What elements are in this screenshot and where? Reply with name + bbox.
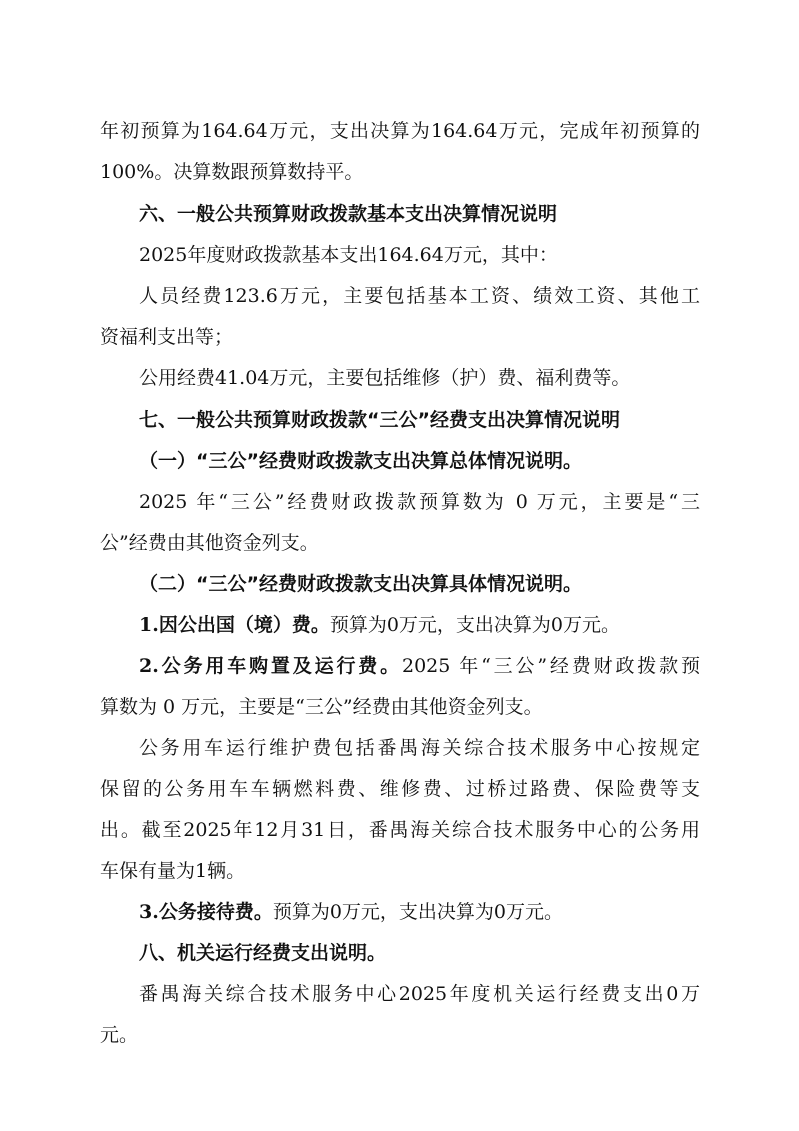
body-text-line: 保留的公务用车车辆燃料费、维修费、过桥过路费、保险费等支 bbox=[100, 778, 700, 800]
item-text: 预算为0万元，支出决算为0万元。 bbox=[272, 901, 564, 923]
subsection-heading: （一）“三公”经费财政拨款支出决算总体情况说明。 bbox=[139, 450, 582, 472]
item-text: 预算为0万元，支出决算为0万元。 bbox=[329, 614, 621, 636]
subsection-heading: （二）“三公”经费财政拨款支出决算具体情况说明。 bbox=[139, 573, 582, 595]
body-text-line: 100%。决算数跟预算数持平。 bbox=[100, 161, 364, 183]
body-text-line: 公务用车运行维护费包括番禺海关综合技术服务中心按规定 bbox=[139, 737, 700, 759]
item-line bbox=[139, 653, 700, 679]
body-text-line: 番禺海关综合技术服务中心2025年度机关运行经费支出0万 bbox=[139, 983, 700, 1005]
body-text-line: 公用经费41.04万元，主要包括维修（护）费、福利费等。 bbox=[139, 367, 631, 389]
body-text-line: 元。 bbox=[100, 1024, 139, 1046]
body-text-line: 年初预算为164.64万元，支出决算为164.64万元，完成年初预算的 bbox=[100, 120, 700, 142]
body-text-line: 资福利支出等； bbox=[100, 326, 234, 348]
item-text: 2025 年“三公”经费财政拨款预 bbox=[402, 655, 700, 677]
item-line bbox=[139, 899, 700, 925]
body-text-line: 2025 年“三公”经费财政拨款预算数为 0 万元，主要是“三 bbox=[139, 491, 700, 513]
body-text-line: 车保有量为1辆。 bbox=[100, 860, 246, 882]
section-heading: 六、一般公共预算财政拨款基本支出决算情况说明 bbox=[139, 203, 558, 225]
body-text-line: 公”经费由其他资金列支。 bbox=[100, 532, 319, 554]
section-heading: 八、机关运行经费支出说明。 bbox=[139, 942, 387, 964]
body-text-line: 人员经费123.6万元，主要包括基本工资、绩效工资、其他工 bbox=[139, 285, 700, 307]
body-text-line: 算数为 0 万元，主要是“三公”经费由其他资金列支。 bbox=[100, 696, 543, 718]
body-text-line: 出。截至2025年12月31日，番禺海关综合技术服务中心的公务用 bbox=[100, 819, 700, 841]
body-text-line: 2025年度财政拨款基本支出164.64万元，其中： bbox=[139, 244, 558, 266]
item-lead: 2.公务用车购置及运行费。 bbox=[139, 655, 402, 677]
item-lead: 1.因公出国（境）费。 bbox=[139, 614, 330, 636]
item-lead: 3.公务接待费。 bbox=[139, 901, 273, 923]
item-line bbox=[139, 612, 700, 638]
section-heading: 七、一般公共预算财政拨款“三公”经费支出决算情况说明 bbox=[139, 409, 620, 431]
